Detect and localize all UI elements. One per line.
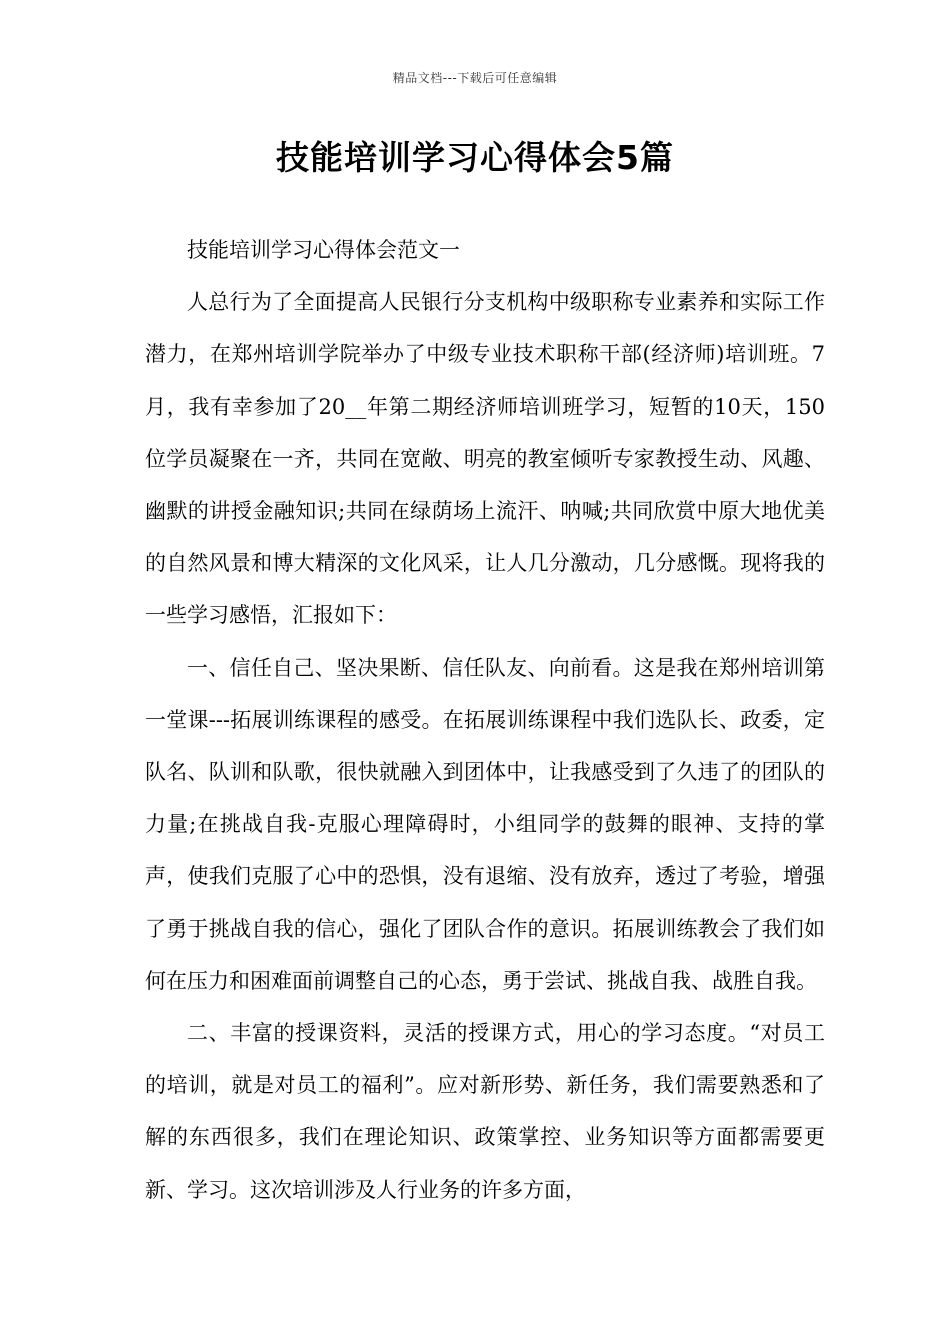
subtitle-paragraph: 技能培训学习心得体会范文一	[187, 238, 460, 262]
header-note: 精品文档---下载后可任意编辑	[392, 71, 558, 85]
body-paragraph: 一、信任自己、坚决果断、信任队友、向前看。这是我在郑州培训第一堂课---拓展训练课程的感受。在拓展训练课程中我们选队长、政委，定队名、队训和队歌，很快就融入到团体中，让我感受到了久违了的团队的力量;在挑战自我-克服心理障碍时，小组同学的鼓舞的眼神、支持的掌声，使我们克服了心中的恐惧，没有退缩、没有放弃，透过了考验，增强了勇于挑战自我的信心，强化了团队合作的意识。拓展训练教会了我们如何在压力和困难面前调整自己的心态，勇于尝试、挑战自我、战胜自我。	[145, 655, 825, 993]
document-title: 技能培训学习心得体会5篇	[276, 138, 674, 177]
body-paragraph: 人总行为了全面提高人民银行分支机构中级职称专业素养和实际工作潜力，在郑州培训学院举办了中级专业技术职称干部(经济师)培训班。7月，我有幸参加了20__年第二期经济师培训班学习，短暂的10天，150位学员凝聚在一齐，共同在宽敞、明亮的教室倾听专家教授生动、风趣、幽默的讲授金融知识;共同在绿荫场上流汗、呐喊;共同欣赏中原大地优美的自然风景和博大精深的文化风采，让人几分激动，几分感慨。现将我的一些学习感悟，汇报如下：	[145, 290, 825, 628]
document-body	[145, 224, 825, 1216]
body-paragraph: 二、丰富的授课资料，灵活的授课方式，用心的学习态度。“对员工的培训，就是对员工的福利”。应对新形势、新任务，我们需要熟悉和了解的东西很多，我们在理论知识、政策掌控、业务知识等方面都需要更新、学习。这次培训涉及人行业务的许多方面，	[145, 1021, 825, 1202]
